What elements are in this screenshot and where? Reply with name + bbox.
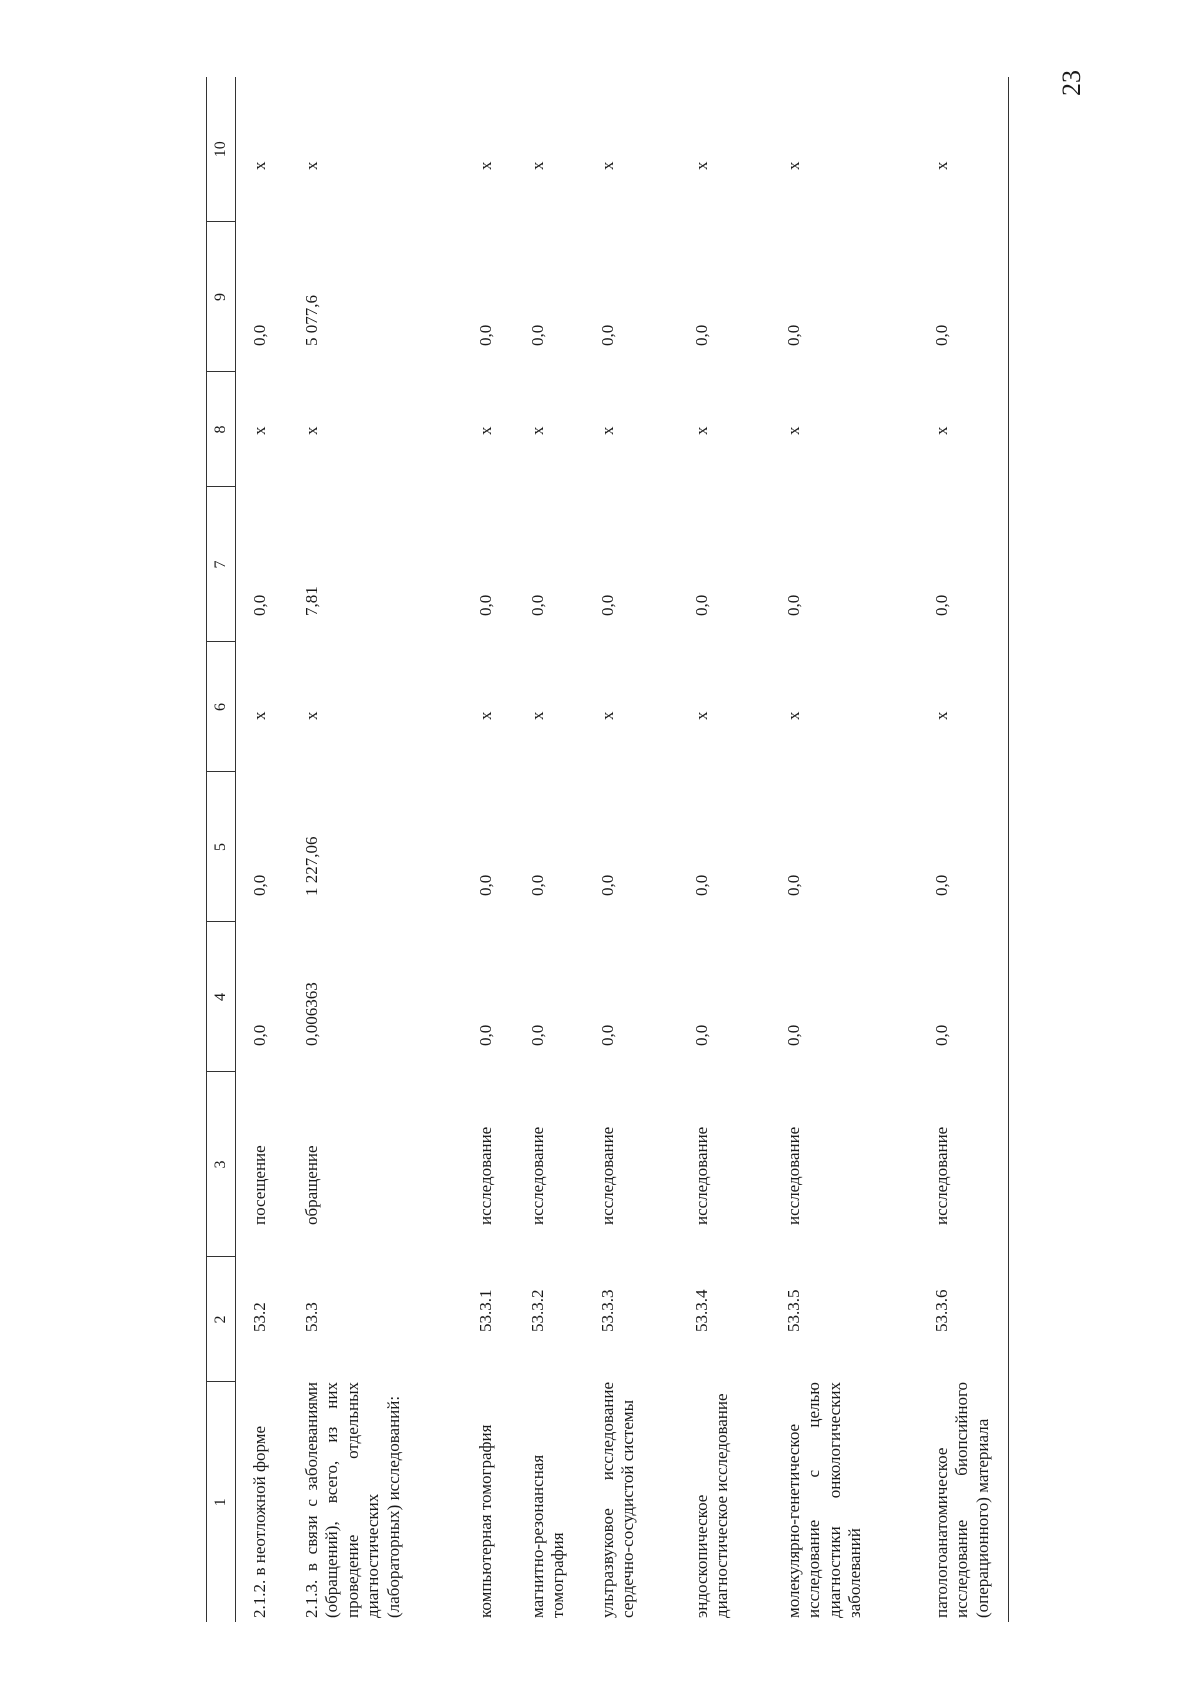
cell-col9: 0,0 [250, 324, 269, 346]
cell-col8: x [476, 426, 495, 435]
cell-col8: x [528, 426, 547, 435]
row-code: 53.3.3 [598, 1289, 617, 1332]
column-header-6: 6 [207, 642, 236, 772]
cell-col4: 0,0 [598, 1024, 617, 1046]
cell-col9: 0,0 [598, 324, 617, 346]
row-unit: обращение [302, 1145, 321, 1225]
row-unit: исследование [784, 1126, 803, 1225]
table-row [476, 77, 528, 1622]
cell-col10: x [250, 161, 269, 170]
cell-col4: 0,0 [784, 1024, 803, 1046]
cell-col5: 0,0 [932, 772, 1009, 922]
column-header-4: 4 [207, 922, 236, 1072]
page-number-text: 23 [1057, 70, 1086, 96]
cell-col6: x [528, 711, 547, 720]
cell-col6: x [476, 711, 495, 720]
cell-col7: 0,0 [784, 594, 803, 616]
cell-col8: x [692, 426, 711, 435]
cell-col8: x [932, 372, 1009, 487]
column-header-5: 5 [207, 772, 236, 922]
row-name: эндоскопическое диагностическое исследование [692, 1393, 732, 1618]
cell-col10: x [302, 161, 321, 170]
page-number [1042, 38, 1102, 128]
row-code: 53.3 [302, 1302, 321, 1332]
row-unit: посещение [250, 1145, 269, 1225]
row-name: патологоанатомическое исследование биопсийного (операционного) материала [932, 1382, 1009, 1622]
cell-col5: 0,0 [528, 874, 547, 896]
row-unit: исследование [932, 1072, 1009, 1257]
cell-col7: 7,81 [302, 586, 321, 616]
cell-col9: 0,0 [784, 324, 803, 346]
cell-col9: 0,0 [932, 222, 1009, 372]
cell-col7: 0,0 [598, 594, 617, 616]
table-row [528, 77, 598, 1622]
row-name: компьютерная томография [476, 1424, 495, 1618]
cell-col6: x [302, 711, 321, 720]
row-name: 2.1.3. в связи с заболеваниями (обращений), всего, из них проведение отдельных диагностических (лабораторных) исследований: [302, 1382, 403, 1618]
cell-col4: 0,0 [692, 1024, 711, 1046]
cell-col10: x [932, 77, 1009, 222]
row-code: 53.3.5 [784, 1289, 803, 1332]
cell-col5: 0,0 [598, 874, 617, 896]
cell-col6: x [932, 642, 1009, 772]
cell-col6: x [250, 711, 269, 720]
column-header-2: 2 [207, 1257, 236, 1382]
row-unit: исследование [598, 1126, 617, 1225]
table-row [236, 77, 293, 1622]
cell-col6: x [692, 711, 711, 720]
cell-col9: 0,0 [476, 324, 495, 346]
row-unit: исследование [528, 1126, 547, 1225]
cell-col9: 0,0 [692, 324, 711, 346]
row-name: ультразвуковое исследование сердечно-сосудистой системы [598, 1382, 638, 1618]
row-name: молекулярно-генетическое исследование с целью диагностики онкологических заболеваний [784, 1382, 865, 1618]
cell-col5: 0,0 [476, 874, 495, 896]
cell-col4: 0,0 [528, 1024, 547, 1046]
column-header-3: 3 [207, 1072, 236, 1257]
cell-col7: 0,0 [476, 594, 495, 616]
cell-col5: 1 227,06 [302, 836, 321, 896]
row-code: 53.3.4 [692, 1289, 711, 1332]
row-name: магнитно-резонансная томография [528, 1454, 568, 1618]
table-row [784, 77, 932, 1622]
cell-col6: x [598, 711, 617, 720]
table-row [932, 77, 1009, 1622]
row-name: 2.1.2. в неотложной форме [250, 1425, 269, 1618]
cell-col5: 0,0 [250, 874, 269, 896]
cell-col9: 0,0 [528, 324, 547, 346]
cell-col8: x [784, 426, 803, 435]
column-header-1: 1 [207, 1382, 236, 1622]
table-row [692, 77, 784, 1622]
cell-col6: x [784, 711, 803, 720]
row-code: 53.3.1 [476, 1289, 495, 1332]
header-row [207, 77, 236, 1622]
cell-col8: x [250, 426, 269, 435]
table-body [236, 77, 1009, 1622]
cell-col5: 0,0 [692, 874, 711, 896]
table-row [598, 77, 692, 1622]
row-code: 53.2 [250, 1302, 269, 1332]
cell-col8: x [302, 426, 321, 435]
cell-col10: x [598, 161, 617, 170]
column-header-9: 9 [207, 222, 236, 372]
table-row [292, 77, 476, 1622]
cell-col10: x [528, 161, 547, 170]
cell-col10: x [784, 161, 803, 170]
column-header-10: 10 [207, 77, 236, 222]
table-header [207, 77, 236, 1622]
rotated-table-container [206, 77, 1011, 1622]
cell-col7: 0,0 [250, 594, 269, 616]
cell-col4: 0,006363 [302, 982, 321, 1046]
cell-col10: x [692, 161, 711, 170]
cell-col8: x [598, 426, 617, 435]
cell-col7: 0,0 [932, 487, 1009, 642]
row-unit: исследование [476, 1126, 495, 1225]
cell-col9: 5 077,6 [302, 295, 321, 346]
column-header-8: 8 [207, 372, 236, 487]
cell-col5: 0,0 [784, 874, 803, 896]
row-code: 53.3.2 [528, 1289, 547, 1332]
cell-col4: 0,0 [250, 1024, 269, 1046]
data-table [206, 77, 1009, 1622]
row-unit: исследование [692, 1126, 711, 1225]
row-code: 53.3.6 [932, 1257, 1009, 1382]
cell-col7: 0,0 [528, 594, 547, 616]
cell-col10: x [476, 161, 495, 170]
cell-col4: 0,0 [476, 1024, 495, 1046]
cell-col4: 0,0 [932, 922, 1009, 1072]
cell-col7: 0,0 [692, 594, 711, 616]
column-header-7: 7 [207, 487, 236, 642]
